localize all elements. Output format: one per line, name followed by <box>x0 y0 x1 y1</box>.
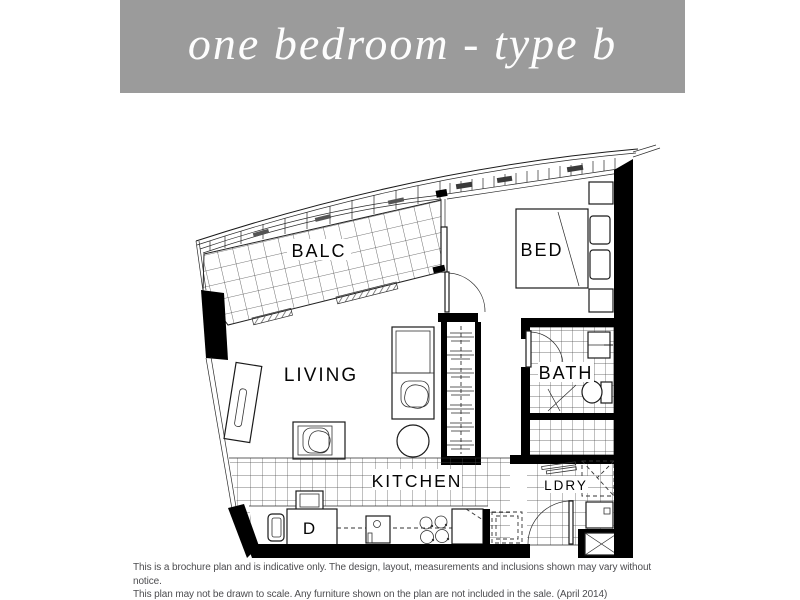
room-label-bedroom: BED <box>520 240 564 260</box>
bathroom-wall-left-lower <box>521 367 530 455</box>
wardrobe-wall-right <box>475 322 481 456</box>
door-jamb-top <box>436 189 448 198</box>
pillow-1 <box>590 216 610 244</box>
toilet-cistern <box>601 382 612 403</box>
disclaimer <box>133 561 673 600</box>
page-title: one bedroom - type b <box>187 18 618 69</box>
bathroom-divider-wall <box>527 413 614 420</box>
toilet-bowl <box>582 381 602 403</box>
disclaimer-line-2: This plan may not be drawn to scale. Any furniture shown on the plan are not included in the sale. (April 2014) <box>133 589 608 600</box>
room-label-kitchen: KITCHEN <box>371 471 463 491</box>
bedroom-door-arc <box>447 273 485 312</box>
room-kitchen <box>229 458 522 545</box>
wardrobe-wall-left <box>441 322 447 456</box>
kitchen-sink <box>366 516 390 543</box>
dishwasher-label: D <box>302 519 318 538</box>
washer <box>586 502 613 528</box>
side-table <box>397 425 429 457</box>
fridge <box>452 509 483 544</box>
bathroom-wall-bottom <box>510 455 614 464</box>
room-label-balcony: BALC <box>291 241 347 261</box>
column-left <box>201 290 228 360</box>
facade-extension-lines <box>633 145 660 157</box>
entry-door-leaf <box>569 501 573 544</box>
disclaimer-line-1: This is a brochure plan and is indicative only. The design, layout, measurements and inclusions shown may vary without notice. <box>133 562 652 587</box>
kitchen-wall-nib <box>483 509 490 545</box>
bedside-table-top <box>589 182 613 204</box>
pillow-2 <box>590 250 610 279</box>
room-label-living: LIVING <box>283 365 359 386</box>
bedroom-wall-segment <box>438 313 478 322</box>
desk <box>224 362 262 442</box>
bedroom-door-leaf <box>445 272 449 312</box>
room-bathroom <box>510 318 614 464</box>
room-label-bathroom: BATH <box>538 363 594 383</box>
sofa <box>293 422 345 459</box>
room-label-laundry: LDRY <box>544 478 588 493</box>
wall-bottom <box>247 544 530 558</box>
bedside-table-bottom <box>589 289 613 312</box>
chaise <box>392 327 434 419</box>
bathroom-door-leaf <box>526 331 531 367</box>
room-bedroom <box>438 182 613 322</box>
bathroom-wall-top <box>521 318 614 327</box>
wall-right <box>614 159 633 558</box>
wardrobe <box>441 322 481 465</box>
